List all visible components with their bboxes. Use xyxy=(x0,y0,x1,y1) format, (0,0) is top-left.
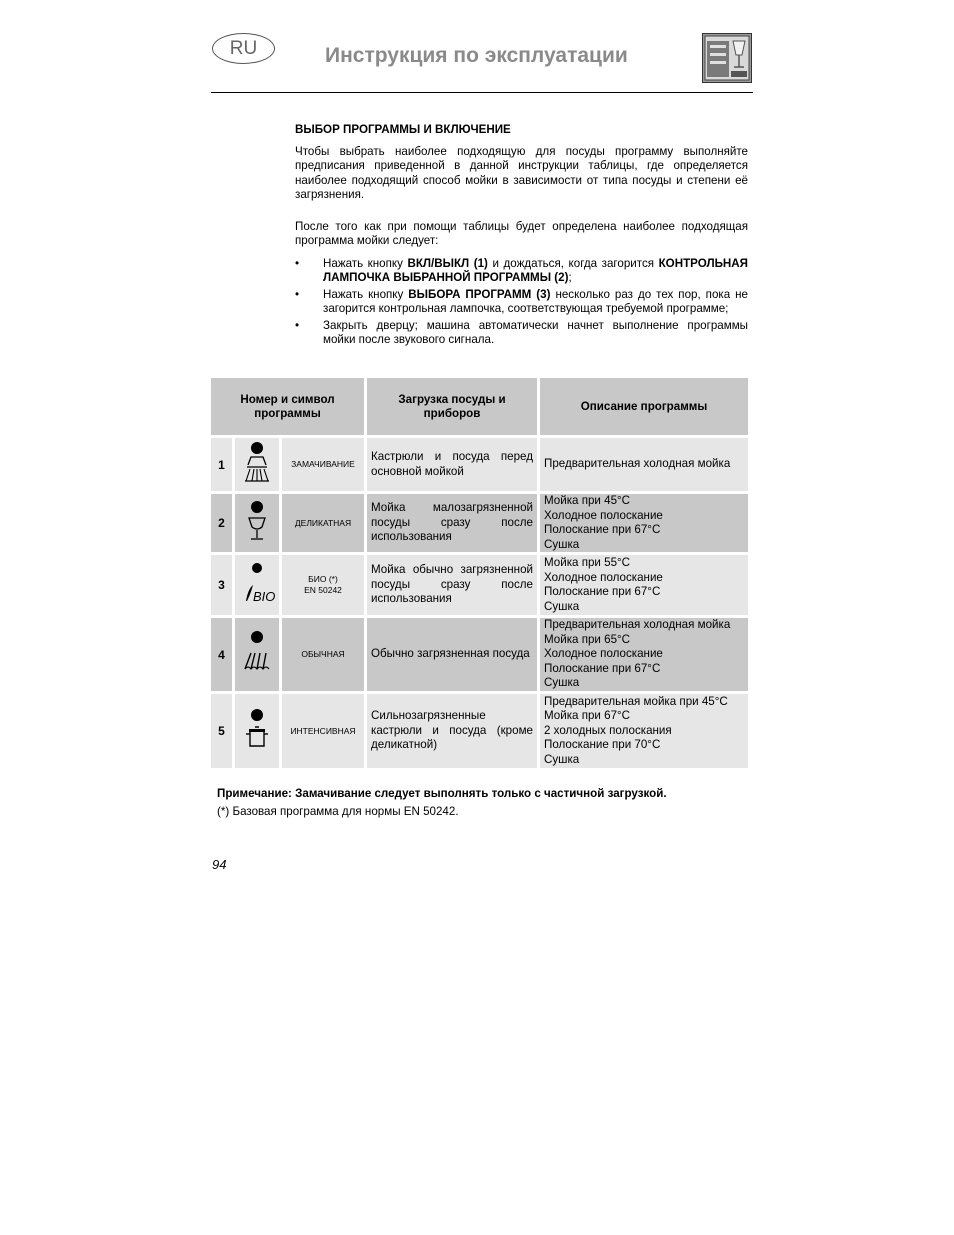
soak-icon xyxy=(235,438,279,491)
program-load: Мойка обычно загрязненной посуды сразу после использования xyxy=(367,555,537,615)
program-load: Мойка малозагрязненной посуды сразу после использования xyxy=(367,494,537,552)
program-name: БИО (*) EN 50242 xyxy=(282,555,364,615)
table-row xyxy=(211,494,748,552)
header-load: Загрузка посуды и приборов xyxy=(367,378,537,435)
program-number: 3 xyxy=(211,555,232,615)
glass-icon xyxy=(235,494,279,552)
program-name: ДЕЛИКАТНАЯ xyxy=(282,494,364,552)
program-number: 1 xyxy=(211,438,232,491)
table-row xyxy=(211,555,748,615)
pot-icon xyxy=(235,694,279,768)
program-name: ОБЫЧНАЯ xyxy=(282,618,364,691)
note-footnote: (*) Базовая программа для нормы EN 50242. xyxy=(217,805,459,818)
program-description: Предварительная холодная мойка Мойка при 65°С Холодное полоскание Полоскание при 67°С Сушка xyxy=(540,618,748,691)
program-number: 4 xyxy=(211,618,232,691)
dishwasher-icon xyxy=(702,33,752,83)
header-program-number: Номер и символ программы xyxy=(211,378,364,435)
program-load: Сильнозагрязненные кастрюли и посуда (кроме деликатной) xyxy=(367,694,537,768)
list-item: • Закрыть дверцу; машина автоматически начнет выполнение программы мойки после звукового сигнала. xyxy=(295,318,748,346)
table-header-row xyxy=(211,378,748,435)
program-number: 5 xyxy=(211,694,232,768)
bullet-icon: • xyxy=(295,287,300,301)
document-title: Инструкция по эксплуатации xyxy=(325,44,628,67)
steps-list xyxy=(295,257,748,348)
bio-icon xyxy=(235,555,279,615)
steps-intro-paragraph: После того как при помощи таблицы будет определена наиболее подходящая программа мойки следует: xyxy=(295,219,748,247)
header-divider xyxy=(211,92,753,93)
program-table xyxy=(208,375,751,771)
svg-text:BIO: BIO xyxy=(253,588,276,604)
bullet-icon: • xyxy=(295,318,300,332)
bullet-icon: • xyxy=(295,256,300,270)
intro-paragraph: Чтобы выбрать наиболее подходящую для посуды программу выполняйте предписания приведенной в данной инструкции таблицы, где определяется наиболее подходящий способ мойки в зависимости от типа посуды и степени её загрязнения. xyxy=(295,144,748,201)
header-description: Описание программы xyxy=(540,378,748,435)
instructions-section xyxy=(295,123,748,350)
table-row xyxy=(211,618,748,691)
note-soak: Примечание: Замачивание следует выполнять только с частичной загрузкой. xyxy=(217,787,667,800)
page-number: 94 xyxy=(212,857,227,872)
program-description: Мойка при 45°С Холодное полоскание Полоскание при 67°С Сушка xyxy=(540,494,748,552)
program-description: Предварительная холодная мойка xyxy=(540,438,748,491)
table-row xyxy=(211,694,748,768)
list-item: • Нажать кнопку ВКЛ/ВЫКЛ (1) и дождаться, когда загорится КОНТРОЛЬНАЯ ЛАМПОЧКА ВЫБРАННОЙ ПРОГРАММЫ (2); xyxy=(295,256,749,284)
program-description: Предварительная мойка при 45°С Мойка при 67°С 2 холодных полоскания Полоскание при 70°С Сушка xyxy=(540,694,748,768)
list-item: • Нажать кнопку ВЫБОРА ПРОГРАММ (3) несколько раз до тех пор, пока не загорится контрольная лампочка, соответствующая требуемой программе; xyxy=(295,287,748,315)
program-name: ЗАМАЧИВАНИЕ xyxy=(282,438,364,491)
program-description: Мойка при 55°С Холодное полоскание Полоскание при 67°С Сушка xyxy=(540,555,748,615)
program-load: Обычно загрязненная посуда xyxy=(367,618,537,691)
normal-wash-icon xyxy=(235,618,279,691)
language-badge: RU xyxy=(212,33,275,64)
section-heading: ВЫБОР ПРОГРАММЫ И ВКЛЮЧЕНИЕ xyxy=(295,123,511,136)
program-load: Кастрюли и посуда перед основной мойкой xyxy=(367,438,537,491)
program-number: 2 xyxy=(211,494,232,552)
program-name: ИНТЕНСИВНАЯ xyxy=(282,694,364,768)
table-row xyxy=(211,438,748,491)
